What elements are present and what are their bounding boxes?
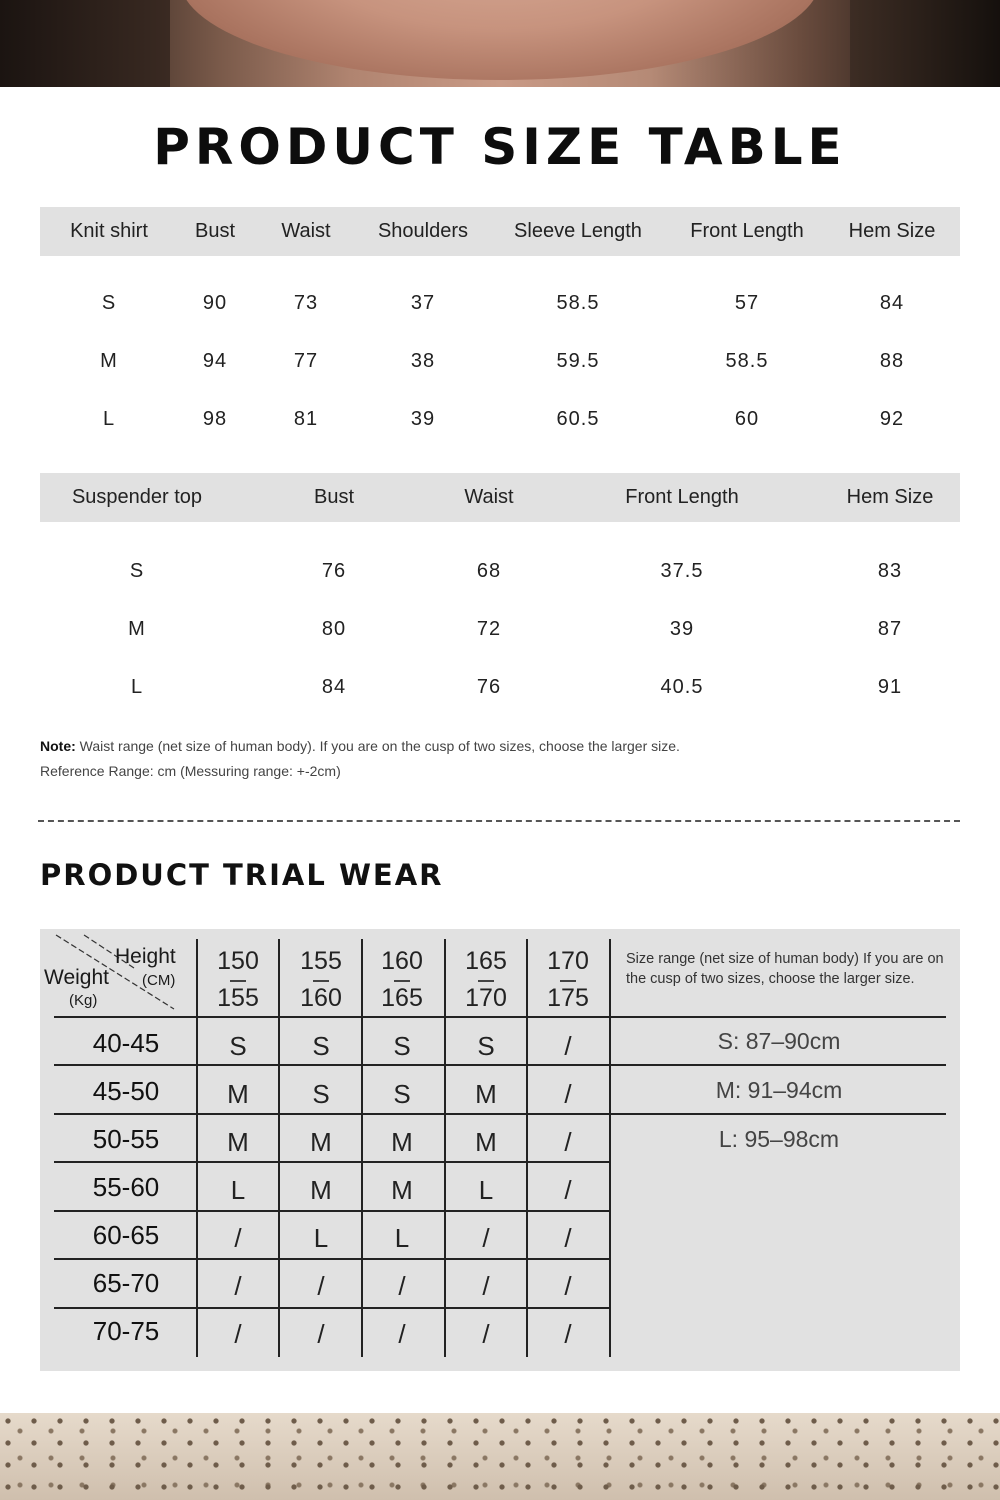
table-cell: 72 [476, 617, 502, 640]
size-cell: / [317, 1271, 325, 1301]
table-cell: S [129, 559, 145, 582]
size-range-s: S: 87–90cm [717, 1028, 841, 1054]
size-range-note: Size range (net size of human body) If you are on the cusp of two sizes, choose the larger size. [626, 951, 944, 987]
height-range: 155 160 [300, 947, 342, 1012]
table-cell: 73 [293, 291, 319, 314]
weight-range: 60-65 [92, 1220, 160, 1250]
table-cell: 39 [669, 617, 695, 640]
height-range: 170 175 [547, 947, 589, 1012]
corner-header [40, 929, 198, 1017]
size-cell: S [312, 1079, 330, 1109]
size-cell: / [317, 1319, 325, 1349]
table-cell: 60 [734, 407, 760, 430]
table-cell: 58.5 [556, 291, 600, 314]
size-cell: / [234, 1271, 242, 1301]
table-cell: 90 [202, 291, 228, 314]
table-cell: L [102, 407, 116, 430]
size-cell: / [234, 1319, 242, 1349]
size-cell: / [564, 1175, 572, 1205]
weight-range: 50-55 [92, 1124, 160, 1154]
size-cell: M [227, 1127, 249, 1157]
header-cell: Suspender top [71, 486, 203, 508]
size-cell: L [313, 1223, 329, 1253]
header-cell: Bust [194, 220, 236, 242]
size-cell: / [398, 1271, 406, 1301]
weight-range: 55-60 [92, 1172, 160, 1202]
table-cell: 94 [202, 349, 228, 372]
table-cell: 60.5 [556, 407, 600, 430]
reference-range-note: Reference Range: cm (Messuring range: +-2cm) [40, 763, 341, 779]
header-cell: Front Length [625, 486, 739, 508]
table-cell: S [101, 291, 117, 314]
header-cell: Waist [281, 220, 331, 242]
weight-range: 65-70 [92, 1268, 160, 1298]
header-cell: Bust [313, 486, 355, 508]
size-range-l: L: 95–98cm [718, 1126, 840, 1152]
table-cell: 39 [410, 407, 436, 430]
table-cell: 84 [321, 675, 347, 698]
table-row [40, 1115, 610, 1163]
model-photo-top [0, 0, 1000, 87]
size-cell: M [475, 1079, 497, 1109]
size-cell: / [564, 1271, 572, 1301]
table-cell: 88 [879, 349, 905, 372]
header-cell: Sleeve Length [514, 220, 642, 242]
size-cell: / [564, 1223, 572, 1253]
size-cell: L [394, 1223, 410, 1253]
table-cell: 83 [877, 559, 903, 582]
table-cell: 57 [734, 291, 760, 314]
size-note [40, 738, 680, 754]
table-row [40, 658, 960, 716]
size-cell: L [478, 1175, 494, 1205]
size-cell: / [482, 1271, 490, 1301]
height-range: 160 165 [381, 947, 423, 1012]
table-cell: 58.5 [725, 349, 769, 372]
table-cell: 37.5 [660, 559, 704, 582]
table-cell: 92 [879, 407, 905, 430]
size-cell: S [393, 1031, 411, 1061]
table-cell: 98 [202, 407, 228, 430]
size-cell: / [564, 1127, 572, 1157]
table-header [40, 207, 960, 256]
size-cell: / [564, 1031, 572, 1061]
table-row [40, 1019, 610, 1067]
page-title: PRODUCT SIZE TABLE [153, 118, 847, 176]
size-cell: M [391, 1127, 413, 1157]
table-cell: 38 [410, 349, 436, 372]
table-cell: 76 [476, 675, 502, 698]
size-cell: / [398, 1319, 406, 1349]
table-row [40, 1163, 610, 1211]
size-cell: S [229, 1031, 247, 1061]
table-row [40, 542, 960, 600]
size-cell: / [564, 1319, 572, 1349]
height-range: 150 155 [217, 947, 259, 1012]
table-row [40, 1211, 610, 1259]
table-cell: 37 [410, 291, 436, 314]
table-cell: 80 [321, 617, 347, 640]
table-row [40, 1307, 610, 1355]
height-unit: (CM) [142, 972, 176, 989]
weight-range: 40-45 [92, 1028, 160, 1058]
table-row [40, 390, 960, 448]
table-cell: 68 [476, 559, 502, 582]
size-cell: M [391, 1175, 413, 1205]
table-header [40, 473, 960, 522]
table-cell: 84 [879, 291, 905, 314]
size-range-m: M: 91–94cm [715, 1077, 843, 1103]
header-cell: Shoulders [377, 220, 469, 242]
weight-range: 70-75 [92, 1316, 160, 1346]
table-cell: 77 [293, 349, 319, 372]
section-divider [38, 820, 960, 822]
table-cell: 40.5 [660, 675, 704, 698]
size-cell: L [230, 1175, 246, 1205]
table-cell: 87 [877, 617, 903, 640]
header-cell: Waist [464, 486, 514, 508]
table-cell: 81 [293, 407, 319, 430]
weight-label: Weight [44, 966, 109, 989]
table-cell: 76 [321, 559, 347, 582]
table-row [40, 1067, 610, 1115]
size-cell: S [312, 1031, 330, 1061]
header-cell: Hem Size [846, 486, 934, 508]
header-cell: Front Length [690, 220, 804, 242]
weight-unit: (Kg) [69, 992, 98, 1009]
table-row [40, 332, 960, 390]
table-row [40, 1259, 610, 1307]
suspender-top-size-table [40, 473, 960, 716]
trial-wear-title: PRODUCT TRIAL WEAR [40, 858, 444, 892]
size-cell: / [482, 1223, 490, 1253]
table-cell: 59.5 [556, 349, 600, 372]
note-text: Waist range (net size of human body). If you are on the cusp of two sizes, choose the larger size. [75, 738, 680, 754]
grid-line [54, 1016, 946, 1018]
size-cell: / [482, 1319, 490, 1349]
size-cell: S [393, 1079, 411, 1109]
weight-range: 45-50 [92, 1076, 160, 1106]
table-cell: L [130, 675, 144, 698]
size-cell: / [564, 1079, 572, 1109]
table-row [40, 600, 960, 658]
header-cell: Knit shirt [70, 220, 148, 242]
trial-wear-table [40, 929, 960, 1371]
table-cell: M [100, 349, 118, 372]
size-cell: M [310, 1175, 332, 1205]
note-label: Note: [40, 738, 76, 754]
height-range: 165 170 [465, 947, 507, 1012]
knit-texture-photo [0, 1413, 1000, 1500]
height-label: Height [115, 945, 176, 968]
size-cell: M [475, 1127, 497, 1157]
size-cell: M [227, 1079, 249, 1109]
size-cell: M [310, 1127, 332, 1157]
table-cell: M [128, 617, 146, 640]
knit-shirt-size-table [40, 207, 960, 448]
size-cell: S [477, 1031, 495, 1061]
table-cell: 91 [877, 675, 903, 698]
table-row [40, 274, 960, 332]
size-cell: / [234, 1223, 242, 1253]
header-cell: Hem Size [848, 220, 936, 242]
